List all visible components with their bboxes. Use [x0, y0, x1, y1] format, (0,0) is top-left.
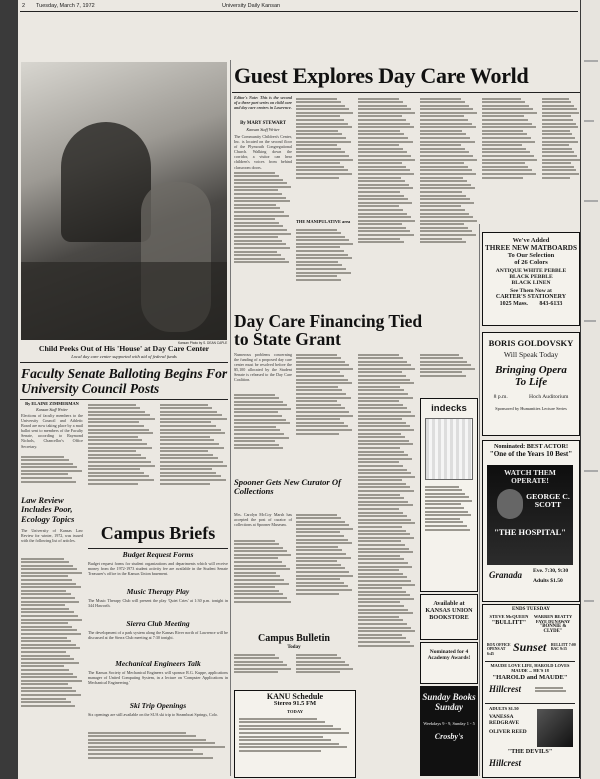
ends-tuesday: ENDS TUESDAY — [512, 607, 550, 612]
edge-line — [584, 600, 594, 602]
brief-body: Six openings are still available on the SUA ski trip to Steamboat Springs, Colo. — [88, 712, 218, 717]
article-body-filler — [482, 96, 538, 214]
speaker-name: BORIS GOLDOVSKY — [488, 338, 574, 348]
article-body-filler — [420, 96, 478, 306]
rule — [485, 703, 575, 704]
rule — [20, 362, 228, 363]
rule — [20, 399, 228, 400]
kanu-today: TODAY — [286, 709, 304, 715]
bulletin-section: Today — [287, 645, 301, 650]
indecks-cards-graphic — [425, 418, 473, 480]
ad-time: 8 p.m. — [493, 394, 508, 401]
ad-price: Adults $1.50 — [533, 578, 563, 584]
ad-film: "THE DEVILS" — [507, 748, 553, 755]
poster-graphic — [487, 465, 573, 565]
ad-film: "HAROLD and MAUDE" — [492, 674, 568, 681]
hillcrest-logo: Hillcrest — [489, 684, 521, 694]
article-body-filler — [88, 402, 156, 520]
article-body-filler — [296, 227, 354, 306]
sunday-books-ad — [420, 686, 478, 776]
spooner-headline: Spooner Gets New Curator Of Collections — [234, 477, 341, 497]
rule — [232, 92, 580, 93]
ad-line: Available at — [433, 600, 465, 607]
ad-block-left — [487, 615, 531, 626]
tagline: "One of the Years 10 Best" — [489, 449, 573, 458]
ad-sponsor: Sponsored by Humanities Lecture Series — [495, 406, 567, 412]
top-rule — [20, 11, 578, 12]
article-body-filler — [21, 454, 83, 496]
photo-shape — [61, 122, 151, 242]
sunset-hillcrest-ad — [482, 604, 580, 778]
financing-headline: Day Care Financing Tied to State Grant — [234, 311, 423, 350]
day-care-photo — [21, 62, 227, 340]
sunset-showtimes: BULLITT 7:00 BAC 9:15 — [551, 643, 576, 652]
hillcrest-logo: Hillcrest — [489, 758, 521, 768]
watch-line: WATCH THEM OPERATE! — [504, 468, 556, 485]
law-review-headline: Law Review Includes Poor, Ecology Topics — [21, 495, 75, 524]
ad-phone: 843-6133 — [539, 301, 563, 307]
ad-stars: OLIVER REED — [489, 729, 527, 735]
article-body-filler — [88, 730, 228, 774]
hospital-ad — [482, 440, 580, 602]
ad-line: Nominated for 4 — [429, 649, 469, 655]
face-shape — [497, 489, 523, 519]
column-rule — [230, 60, 231, 776]
financing-lead: Numerous problems concerning the funding of a proposed day care center must be resolved before the $5,100 allocated by the Student Senate is released to the Day Care Coalition. — [234, 352, 292, 383]
ad-line: of 26 Colors — [514, 259, 548, 266]
photo-credit: Kansan Photo by S. DEAN CAPLE — [178, 341, 228, 345]
sunday-books-hours: Weekdays 9 - 9, Sunday 1 - 5 — [423, 720, 475, 726]
photo-caption-title: Child Peeks Out of His 'House' at Day Care Center — [38, 344, 210, 353]
edge-line — [584, 320, 596, 322]
day-care-byline: By MARY STEWART — [240, 121, 286, 126]
page-number: 2 — [22, 3, 26, 9]
ad-line: See Them Now at — [510, 288, 552, 294]
sunday-books-title: Sunday Books Sunday — [422, 692, 476, 712]
ad-address — [483, 301, 579, 307]
kanu-subtitle: Stereo 91.5 FM — [273, 700, 317, 708]
edge-line — [584, 470, 598, 472]
indecks-availability — [420, 594, 478, 640]
law-review-lead: The University of Kansas Law Review for winter, 1972, was issued with the following list of articles. — [21, 528, 83, 544]
article-body-filler — [234, 170, 292, 306]
day-care-lead: The Community Children's Center, Inc. is located on the second floor of the Plymouth Congregational Church. Walking down the corridor, a visitor can hear children's voices from behind classroom doors. — [234, 134, 292, 169]
day-care-headline: Guest Explores Day Care World — [234, 63, 529, 88]
ad-stars: VANESSA REDGRAVE — [489, 714, 520, 726]
paper-name: University Daily Kansan — [222, 3, 281, 9]
day-care-subhead: THE MANIPULATIVE area — [296, 219, 351, 224]
brief-body: Budget request forms for student organizations and departments which will receive money from the 1972-1973 student activity fee are available in the Student Senate Treasurer's office in the Kansas Union basement. — [88, 561, 228, 577]
ad-line: KANSAS UNION — [425, 607, 473, 614]
ad-line: To Life — [514, 375, 548, 388]
article-body-filler — [296, 352, 354, 474]
ad-block-right — [531, 615, 575, 634]
nominated-line: Nominated: BEST ACTOR! — [493, 443, 569, 450]
article-body-filler — [234, 538, 292, 630]
senate-headline: Faculty Senate Balloting Begins For University Council Posts — [21, 366, 228, 396]
senate-byline-role: Kansan Staff Writer — [36, 407, 68, 412]
star-name: GEORGE C. SCOTT — [526, 492, 570, 510]
indecks-ad — [420, 398, 478, 592]
showtimes: Eve. 7:30, 9:30 — [533, 568, 569, 574]
film-title: "THE HOSPITAL" — [494, 528, 566, 537]
stationery-ad — [482, 232, 580, 326]
sunday-books-store: Crosby's — [434, 731, 464, 741]
edge-line — [584, 200, 598, 202]
day-care-byline-role: Kansan Staff Writer — [246, 127, 280, 132]
article-body-filler — [358, 96, 416, 306]
ad-line: We've Added — [512, 237, 550, 244]
edge-line — [584, 60, 598, 62]
ad-line: To Our Selection — [507, 252, 555, 259]
campus-briefs-title: Campus Briefs — [100, 523, 216, 543]
article-body-filler — [358, 352, 416, 772]
ad-copy-filler — [425, 484, 473, 554]
photo-shape — [21, 262, 227, 340]
editor-note: Editor's Note: This is the second of a three-part series on child care and day care centers in Lawrence. — [234, 95, 292, 111]
brief-heading: Sierra Club Meeting — [126, 619, 190, 628]
ad-stars: FAYE DUNAWAY — [535, 618, 571, 624]
brief-body: The Music Therapy Club will present the play 'Quiet Cries' at 1:30 p.m. tonight in 344 Haworth. — [88, 598, 228, 609]
adjacent-page-edge — [581, 0, 600, 779]
brief-heading: Ski Trip Openings — [129, 701, 187, 710]
rule — [485, 661, 575, 662]
ad-film: "BULLITT" — [491, 618, 527, 626]
schedule-filler — [239, 716, 351, 768]
article-body-filler — [296, 512, 354, 630]
ad-cast: MAUDE LOVE LIFE, HAROLD LOVES MAUDE ... HE'S 18 — [490, 663, 570, 673]
ad-line: Bringing Opera — [495, 364, 567, 377]
kanu-title: KANU Schedule — [266, 692, 324, 701]
article-body-filler — [420, 352, 476, 392]
tapes-ad — [420, 642, 478, 684]
ad-place: Hoch Auditorium — [529, 394, 569, 401]
issue-date: Tuesday, March 7, 1972 — [36, 3, 95, 9]
article-body-filler — [296, 652, 354, 686]
brief-heading: Mechanical Engineers Talk — [115, 659, 201, 668]
ad-when-where — [483, 394, 579, 400]
article-body-filler — [234, 392, 292, 474]
folio — [22, 3, 576, 11]
sunset-logo: Sunset — [513, 640, 547, 654]
kanu-schedule — [234, 690, 356, 778]
ad-line: BLACK PEBBLE — [509, 274, 553, 280]
box-office: BOX OFFICE OPENS AT 6:45 — [487, 643, 511, 656]
article-body-filler — [542, 96, 580, 214]
rule — [88, 548, 228, 549]
edge-line — [584, 120, 594, 122]
photo-caption-sub: Local day care center supported with aid of federal funds — [71, 354, 177, 359]
senate-lead: Elections of faculty members to the University Council and Athletic Board are now taking place by a mail ballot sent to members of the Faculty Senate, according to Raymond Nichols, Chancellor's Office Secretary. — [21, 413, 83, 449]
ad-store: CARTER'S STATIONERY — [495, 294, 567, 300]
brief-heading: Budget Request Forms — [122, 550, 194, 559]
indecks-logo: indecks — [431, 403, 467, 414]
brief-heading: Music Therapy Play — [126, 587, 190, 596]
bulletin-title: Campus Bulletin — [258, 633, 330, 644]
article-body-filler — [296, 96, 354, 216]
ad-line: THREE NEW MATBOARDS — [485, 244, 577, 252]
newspaper-page — [18, 0, 580, 779]
article-body-filler — [234, 652, 292, 686]
ad-address-street: 1025 Mass. — [499, 301, 528, 307]
spooner-lead: Mrs. Carolyn McCoy Marsh has accepted the post of curator of collections at Spooner Museum. — [234, 512, 292, 528]
article-body-filler — [21, 556, 83, 774]
goldovsky-ad — [482, 332, 580, 436]
ad-stars: STEVE McQUEEN — [489, 614, 529, 619]
ad-copy-filler — [535, 685, 575, 699]
ad-line: BOOKSTORE — [429, 614, 469, 621]
ad-line: Academy Awards! — [427, 655, 471, 661]
brief-body: The development of a park system along the Kansas River north of Lawrence will be discussed at the Sierra Club meeting at 7:30 tonight. — [88, 630, 228, 641]
ad-price: ADULTS $1.50 — [489, 706, 519, 711]
brief-body: The Kansas Society of Mechanical Engineers will sponsor R.G. Kuppe, applications manager of United Computing System, in a lecture on 'Computer Applications in Mechanical Engineering.' — [88, 670, 228, 686]
poster-graphic — [537, 709, 573, 747]
ad-line: BLACK LINEN — [511, 280, 551, 286]
ad-stars: WARREN BEATTY — [533, 614, 573, 619]
senate-byline: By ELAINE ZIMMERMAN — [25, 401, 79, 406]
column-rule — [479, 224, 480, 776]
ad-film: "BONNIE & CLYDE" — [539, 624, 567, 635]
ad-line: ANTIQUE WHITE PEBBLE — [495, 268, 567, 274]
ad-line: Will Speak Today — [503, 350, 559, 360]
theatre-logo: Granada — [489, 570, 523, 580]
article-body-filler — [160, 402, 228, 520]
